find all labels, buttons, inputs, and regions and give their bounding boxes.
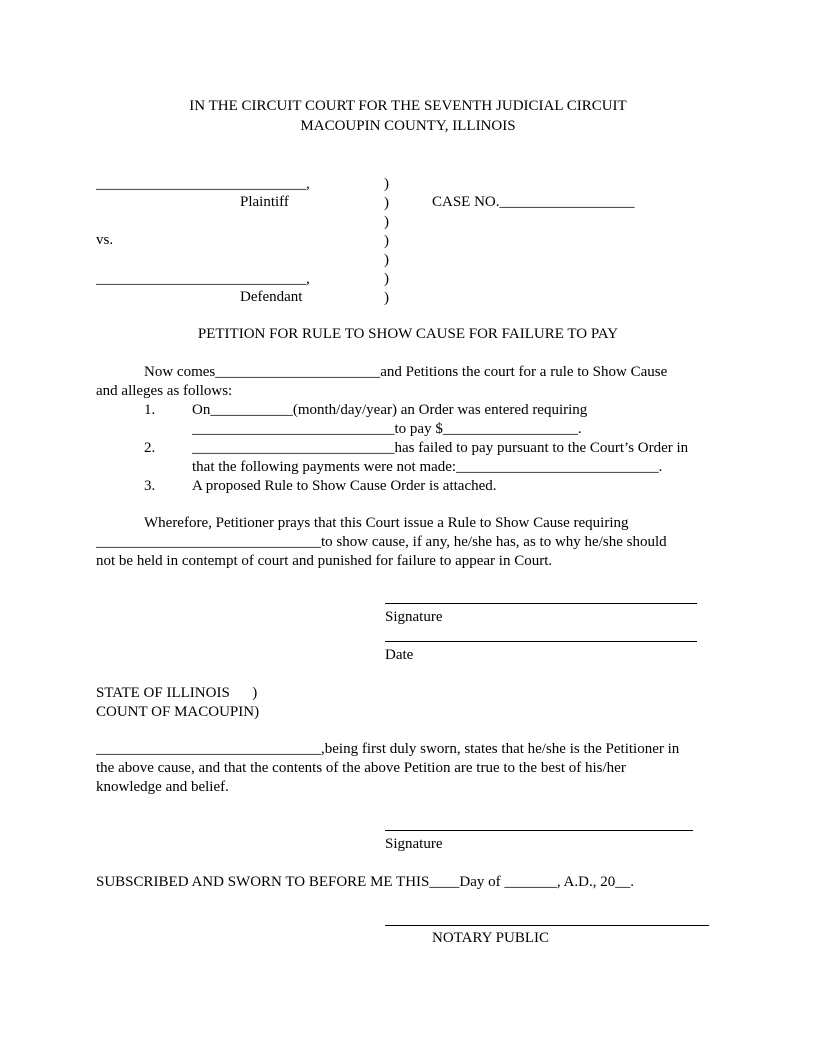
document-title: PETITION FOR RULE TO SHOW CAUSE FOR FAILURE TO PAY — [197, 326, 619, 342]
date-line[interactable] — [385, 641, 697, 642]
item-number: 3. — [144, 478, 156, 494]
item2-line1: ___________________________has failed to pay pursuant to the Court’s Order in — [192, 440, 689, 456]
item-number: 1. — [144, 402, 156, 418]
notary-label: NOTARY PUBLIC — [432, 930, 550, 946]
intro-line2: and alleges as follows: — [96, 383, 233, 399]
caption-paren: ) — [384, 290, 389, 306]
caption-paren: ) — [384, 233, 389, 249]
caption-paren: ) — [384, 252, 389, 268]
case-number-field[interactable]: CASE NO.__________________ — [432, 194, 635, 210]
notary-signature-line[interactable] — [385, 925, 709, 926]
court-title-line2: MACOUPIN COUNTY, ILLINOIS — [300, 118, 516, 134]
caption-paren: ) — [384, 176, 389, 192]
item1-line2: ___________________________to pay $__________________. — [192, 421, 582, 437]
item1-line1: On___________(month/day/year) an Order was entered requiring — [192, 402, 588, 418]
date-label: Date — [385, 647, 414, 663]
signature-label: Signature — [385, 609, 443, 625]
affiant-signature-line[interactable] — [385, 830, 693, 831]
defendant-blank[interactable]: ____________________________, — [96, 271, 310, 287]
affidavit-line3: knowledge and belief. — [96, 779, 229, 795]
item3-line1: A proposed Rule to Show Cause Order is attached. — [192, 478, 497, 494]
affidavit-line2: the above cause, and that the contents of the above Petition are true to the best of his/her — [96, 760, 626, 776]
item-number: 2. — [144, 440, 156, 456]
signature-line[interactable] — [385, 603, 697, 604]
venue-county: COUNT OF MACOUPIN) — [96, 704, 260, 720]
affiant-signature-label: Signature — [385, 836, 443, 852]
vs-label: vs. — [96, 232, 114, 248]
venue-state: STATE OF ILLINOIS ) — [96, 685, 258, 701]
defendant-label: Defendant — [240, 289, 303, 305]
plaintiff-label: Plaintiff — [240, 194, 289, 210]
item2-line2: that the following payments were not made:___________________________. — [192, 459, 663, 475]
wherefore-line1: Wherefore, Petitioner prays that this Court issue a Rule to Show Cause requiring — [144, 515, 629, 531]
wherefore-line2: ______________________________to show cause, if any, he/she has, as to why he/she should — [96, 534, 667, 550]
intro-line1: Now comes______________________and Petitions the court for a rule to Show Cause — [144, 364, 668, 380]
caption-paren: ) — [384, 195, 389, 211]
affidavit-line1: ______________________________,being first duly sworn, states that he/she is the Petitioner in — [96, 741, 680, 757]
court-title-line1: IN THE CIRCUIT COURT FOR THE SEVENTH JUDICIAL CIRCUIT — [189, 98, 627, 114]
jurat-line: SUBSCRIBED AND SWORN TO BEFORE ME THIS____Day of _______, A.D., 20__. — [96, 874, 634, 890]
caption-paren: ) — [384, 214, 389, 230]
caption-paren: ) — [384, 271, 389, 287]
wherefore-line3: not be held in contempt of court and punished for failure to appear in Court. — [96, 553, 553, 569]
plaintiff-blank[interactable]: ____________________________, — [96, 176, 310, 192]
